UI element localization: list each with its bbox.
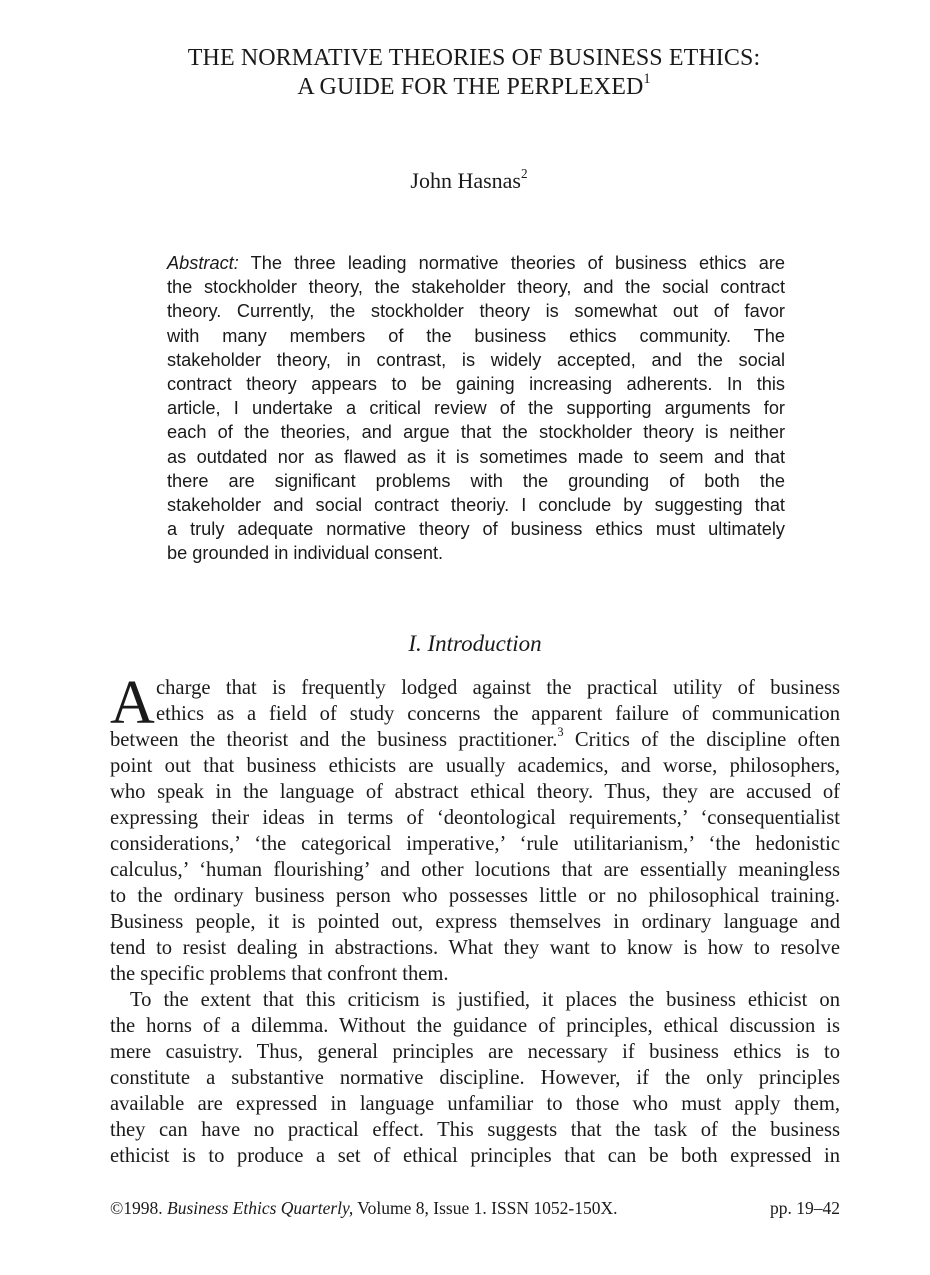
body-line: who speak in the language of abstract ethical theory. Thus, they are accused of [110, 781, 840, 803]
title-footnote-marker: 1 [643, 70, 651, 87]
body-line: ethicist is to produce a set of ethical principles that can be both expressed in [110, 1145, 840, 1167]
body-line: To the extent that this criticism is justified, it places the business ethicist on [130, 989, 840, 1011]
title-line-2-text: A GUIDE FOR THE PERPLEXED [297, 74, 644, 100]
abstract-label: Abstract: [167, 253, 239, 273]
body-line [110, 727, 840, 753]
body-text [110, 669, 840, 1169]
drop-cap: A [110, 669, 155, 737]
body-line: expressing their ideas in terms of ‘deontological requirements,’ ‘consequentialist [110, 807, 840, 829]
abstract-line: contract theory appears to be gaining increasing adherents. In this [167, 374, 785, 395]
body-line: considerations,’ ‘the categorical imperative,’ ‘rule utilitarianism,’ ‘the hedonistic [110, 833, 840, 855]
author-footnote-marker: 2 [521, 165, 528, 181]
body-line: mere casuistry. Thus, general principles are necessary if business ethics is to [110, 1041, 840, 1063]
body-line: charge that is frequently lodged against the practical utility of business [156, 677, 840, 699]
body-line: calculus,’ ‘human flourishing’ and other locutions that are essentially meaningless [110, 859, 840, 881]
body-line: constitute a substantive normative discipline. However, if the only principles [110, 1067, 840, 1089]
footnote-marker: 3 [557, 725, 564, 740]
body-line-text: between the theorist and the business practitioner. [110, 729, 558, 751]
abstract-line: there are significant problems with the grounding of both the [167, 470, 785, 491]
abstract-line: each of the theories, and argue that the stockholder theory is neither [167, 422, 785, 443]
article-title [0, 44, 930, 102]
page-range: pp. 19–42 [770, 1198, 840, 1218]
abstract-line: article, I undertake a critical review of the supporting arguments for [167, 398, 785, 419]
body-line: Business people, it is pointed out, express themselves in ordinary language and [110, 911, 840, 933]
copyright: ©1998. [110, 1198, 168, 1218]
abstract-line: stakeholder and social contract theoriy. I conclude by suggesting that [167, 495, 785, 516]
citation [110, 1197, 618, 1219]
body-line: ethics as a field of study concerns the apparent failure of communication [156, 703, 840, 725]
abstract-line: theory. Currently, the stockholder theory is somewhat out of favor [167, 301, 785, 322]
title-line-1: THE NORMATIVE THEORIES OF BUSINESS ETHICS: [187, 45, 761, 71]
body-line: tend to resist dealing in abstractions. What they want to know is how to resolve [110, 937, 840, 959]
body-line: to the ordinary business person who possesses little or no philosophical training. [110, 885, 840, 907]
journal-name: Business Ethics Quarterly, [167, 1198, 354, 1218]
abstract-line: stakeholder theory, in contrast, is widely accepted, and the social [167, 349, 785, 370]
body-line: available are expressed in language unfamiliar to those who must apply them, [110, 1093, 840, 1115]
abstract-line-text: The three leading normative theories of business ethics are [238, 253, 785, 273]
abstract-line: be grounded in individual consent. [167, 543, 444, 564]
body-line: they can have no practical effect. This suggests that the task of the business [110, 1119, 840, 1141]
body-line: the specific problems that confront them. [110, 963, 449, 985]
abstract-line: as outdated nor as flawed as it is sometimes made to seem and that [167, 446, 785, 467]
abstract-line [167, 251, 785, 275]
title-line-2 [0, 70, 930, 102]
author-text: John Hasnas [410, 168, 521, 193]
author-name [0, 165, 930, 194]
body-line-text: Critics of the discipline often [563, 729, 840, 751]
body-line: point out that business ethicists are usually academics, and worse, philosophers, [110, 755, 840, 777]
section-heading: I. Introduction [408, 631, 542, 656]
abstract-line: the stockholder theory, the stakeholder theory, and the social contract [167, 277, 785, 298]
abstract-line: with many members of the business ethics community. The [167, 325, 785, 346]
abstract [167, 251, 785, 566]
body-line: the horns of a dilemma. Without the guidance of principles, ethical discussion is [110, 1015, 840, 1037]
abstract-line: a truly adequate normative theory of business ethics must ultimately [167, 519, 785, 540]
issue-info: Volume 8, Issue 1. ISSN 1052-150X. [353, 1198, 618, 1218]
